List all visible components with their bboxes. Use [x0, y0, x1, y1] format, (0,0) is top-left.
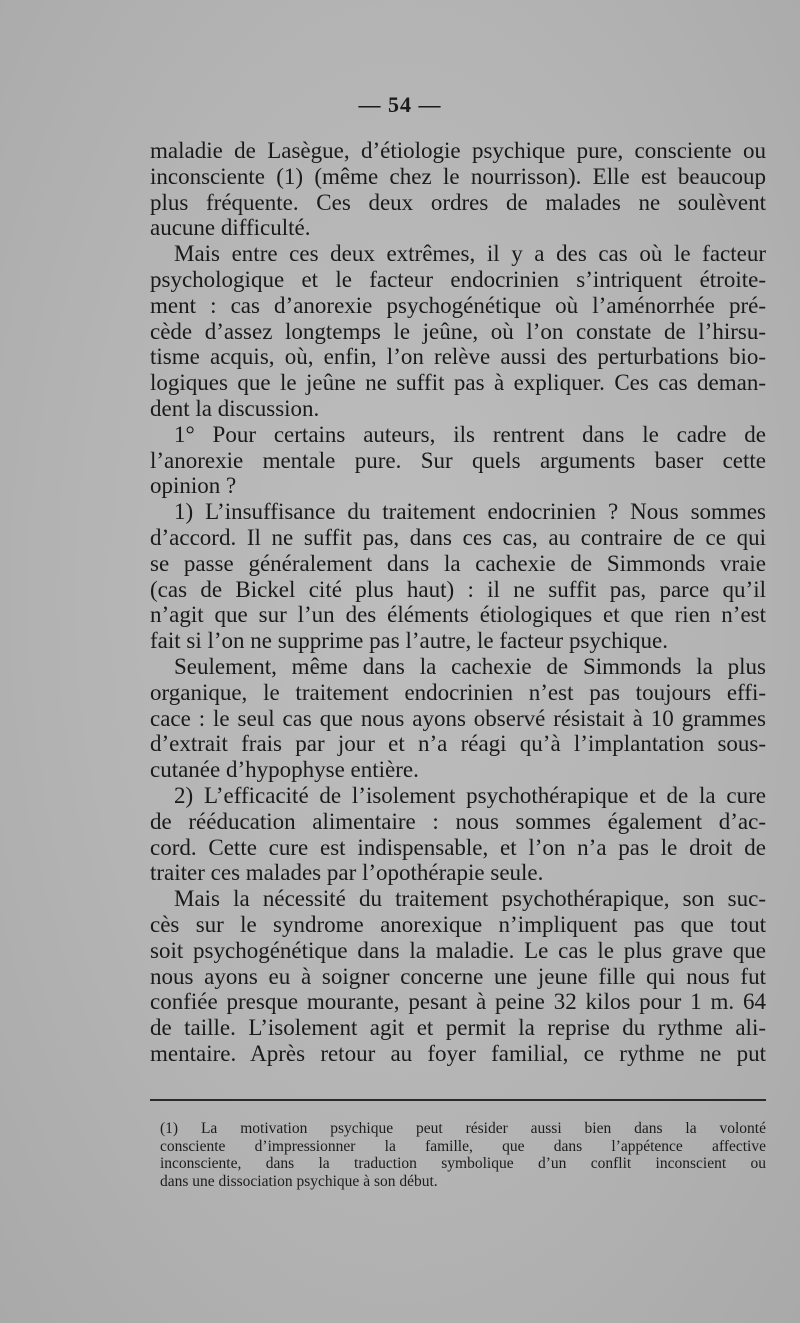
text-line: opinion ? [150, 473, 237, 499]
text-line: ment : cas d’anorexie psychogénétique où l’aménorrhée pré- [150, 292, 766, 318]
text-line: d’extrait frais par jour et n’a réagi qu’à l’implantation sous- [150, 731, 766, 757]
text-line: de rééducation alimentaire : nous sommes également d’ac- [150, 808, 766, 834]
footnote-line: consciente d’impressionner la famille, que dans l’appétence affective [160, 1137, 766, 1155]
footnote-divider [150, 1099, 766, 1101]
text-line: dent la discussion. [150, 395, 320, 421]
text-line: nous ayons eu à soigner concerne une jeune fille qui nous fut [150, 963, 766, 989]
page-number: — 54 — [358, 92, 442, 117]
text-line: n’agit que sur l’un des éléments étiologiques et que rien n’est [150, 602, 766, 628]
text-line: logiques que le jeûne ne suffit pas à expliquer. Ces cas deman- [150, 370, 766, 396]
text-line: cède d’assez longtemps le jeûne, où l’on constate de l’hirsu- [150, 318, 766, 344]
text-line: plus fréquente. Ces deux ordres de malades ne soulèvent [150, 189, 766, 215]
body-text [150, 138, 766, 1067]
text-line: Seulement, même dans la cachexie de Simmonds la plus [174, 653, 766, 679]
text-line: cord. Cette cure est indispensable, et l’on n’a pas le droit de [150, 834, 766, 860]
text-line: se passe généralement dans la cachexie de Simmonds vraie [150, 550, 766, 576]
text-line: cace : le seul cas que nous ayons observé résistait à 10 grammes [150, 705, 766, 731]
text-line: l’anorexie mentale pure. Sur quels arguments baser cette [150, 447, 766, 473]
footnote-line: inconsciente, dans la traduction symbolique d’un conflit inconscient ou [160, 1155, 766, 1172]
text-line: Mais la nécessité du traitement psychothérapique, son suc- [174, 886, 766, 912]
text-line: mentaire. Après retour au foyer familial, ce rythme ne put [150, 1040, 766, 1066]
text-line: de taille. L’isolement agit et permit la reprise du rythme ali- [150, 1015, 766, 1041]
text-line: inconsciente (1) (même chez le nourrisson). Elle est beaucoup [150, 163, 766, 189]
text-line: d’accord. Il ne suffit pas, dans ces cas, au contraire de ce qui [150, 524, 766, 550]
footnote-line: dans une dissociation psychique à son début. [160, 1172, 438, 1190]
text-line: soit psychogénétique dans la maladie. Le cas le plus grave que [150, 937, 766, 963]
text-line: Mais entre ces deux extrêmes, il y a des cas où le facteur [174, 241, 766, 267]
footnote-line: (1) La motivation psychique peut résider aussi bien dans la volonté [160, 1120, 766, 1137]
text-line: cès sur le syndrome anorexique n’impliquent pas que tout [150, 911, 766, 937]
text-line: psychologique et le facteur endocrinien s’intriquent étroite- [150, 266, 766, 292]
text-line: cutanée d’hypophyse entière. [150, 757, 419, 783]
text-line: traiter ces malades par l’opothérapie seule. [150, 860, 544, 886]
text-line: organique, le traitement endocrinien n’est pas toujours effi- [150, 679, 766, 705]
text-line: (cas de Bickel cité plus haut) : il ne suffit pas, parce qu’il [150, 576, 766, 602]
footnote [160, 1120, 766, 1190]
text-line: 1) L’insuffisance du traitement endocrinien ? Nous sommes [174, 499, 766, 525]
text-line: fait si l’on ne supprime pas l’autre, le facteur psychique. [150, 628, 668, 654]
text-line: maladie de Lasègue, d’étiologie psychique pure, consciente ou [150, 138, 766, 163]
text-line: 2) L’efficacité de l’isolement psychothérapique et de la cure [174, 782, 766, 808]
text-line: 1° Pour certains auteurs, ils rentrent dans le cadre de [174, 421, 766, 447]
text-line: tisme acquis, où, enfin, l’on relève aussi des perturbations bio- [150, 344, 766, 370]
text-line: aucune difficulté. [150, 215, 311, 241]
text-line: confiée presque mourante, pesant à peine 32 kilos pour 1 m. 64 [150, 989, 766, 1015]
